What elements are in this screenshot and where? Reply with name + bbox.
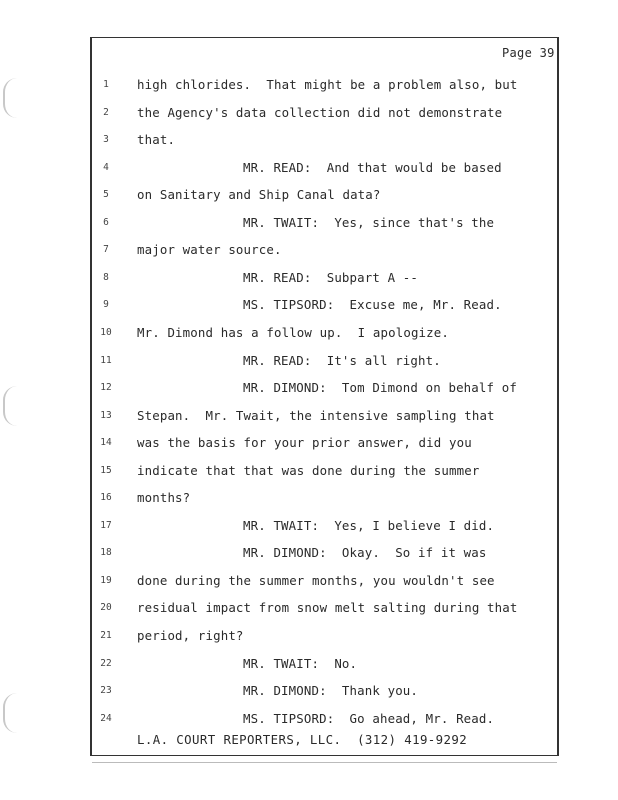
line-text: MR. DIMOND: Okay. So if it was — [243, 545, 487, 561]
line-text: MR. READ: Subpart A -- — [243, 269, 419, 285]
line-text: indicate that that was done during the summer — [137, 462, 480, 478]
transcript-line — [0, 516, 618, 536]
line-number: 6 — [103, 216, 109, 228]
transcript-line — [0, 323, 618, 343]
line-number: 21 — [100, 630, 112, 641]
line-text: that. — [137, 132, 176, 148]
line-number: 10 — [100, 326, 112, 338]
line-number: 18 — [100, 547, 112, 559]
line-text: was the basis for your prior answer, did you — [137, 435, 472, 451]
transcript-line — [0, 351, 618, 371]
line-number: 1 — [103, 79, 109, 90]
line-text: MR. TWAIT: Yes, since that's the — [243, 214, 495, 230]
line-text: MR. TWAIT: No. — [243, 655, 358, 671]
transcript-line — [0, 378, 618, 398]
line-text: Mr. Dimond has a follow up. I apologize. — [137, 324, 450, 340]
transcript-line — [0, 130, 618, 150]
transcript-line — [0, 461, 618, 481]
line-number: 14 — [100, 437, 112, 449]
line-text: MS. TIPSORD: Go ahead, Mr. Read. — [243, 710, 495, 726]
transcript-line — [0, 571, 618, 591]
transcript-line — [0, 295, 618, 315]
transcript-line — [0, 103, 618, 123]
transcript-line — [0, 681, 618, 701]
line-number: 13 — [100, 409, 112, 421]
line-number: 5 — [103, 189, 109, 201]
transcript-line — [0, 185, 618, 205]
line-number: 22 — [100, 657, 112, 669]
transcript-line — [0, 268, 618, 288]
line-text: on Sanitary and Ship Canal data? — [137, 187, 381, 203]
line-number: 15 — [100, 464, 112, 476]
line-text: high chlorides. That might be a problem also, but — [137, 77, 518, 92]
page-shadow-line — [92, 762, 557, 763]
line-number: 24 — [100, 712, 112, 724]
line-text: MS. TIPSORD: Excuse me, Mr. Read. — [243, 297, 502, 313]
line-number: 4 — [103, 161, 109, 173]
transcript-line — [0, 488, 618, 508]
transcript-line — [0, 709, 618, 729]
line-number: 11 — [100, 354, 112, 366]
line-text: done during the summer months, you wouldn't see — [137, 572, 495, 588]
court-reporter-footer: L.A. COURT REPORTERS, LLC. (312) 419-9292 — [137, 732, 468, 747]
transcript-line — [0, 654, 618, 674]
transcript-line — [0, 543, 618, 563]
line-number: 8 — [103, 271, 109, 283]
line-number: 3 — [103, 134, 109, 146]
line-text: MR. TWAIT: Yes, I believe I did. — [243, 517, 495, 533]
transcript-line — [0, 433, 618, 453]
transcript-line — [0, 213, 618, 233]
transcript-line — [0, 626, 618, 646]
line-text: the Agency's data collection did not demonstrate — [137, 104, 503, 120]
line-text: months? — [137, 490, 191, 506]
line-number: 7 — [103, 244, 109, 256]
line-number: 17 — [100, 519, 112, 531]
line-number: 9 — [103, 299, 109, 311]
line-number: 23 — [100, 685, 112, 697]
transcript-line — [0, 406, 618, 426]
line-text: MR. READ: And that would be based — [243, 159, 502, 175]
line-text: period, right? — [137, 628, 244, 643]
page-number: Page 39 — [502, 46, 555, 60]
transcript-line — [0, 598, 618, 618]
line-text: MR. READ: It's all right. — [243, 352, 441, 368]
transcript-line — [0, 158, 618, 178]
line-number: 2 — [103, 106, 109, 118]
line-text: major water source. — [137, 242, 282, 258]
line-text: Stepan. Mr. Twait, the intensive sampling that — [137, 407, 495, 423]
line-number: 12 — [100, 382, 112, 394]
line-number: 16 — [100, 492, 112, 504]
transcript-line — [0, 240, 618, 260]
transcript-line — [0, 75, 618, 95]
line-text: residual impact from snow melt salting during that — [137, 600, 518, 616]
line-text: MR. DIMOND: Tom Dimond on behalf of — [243, 380, 517, 396]
line-text: MR. DIMOND: Thank you. — [243, 683, 419, 699]
line-number: 20 — [100, 602, 112, 614]
line-number: 19 — [100, 574, 112, 586]
